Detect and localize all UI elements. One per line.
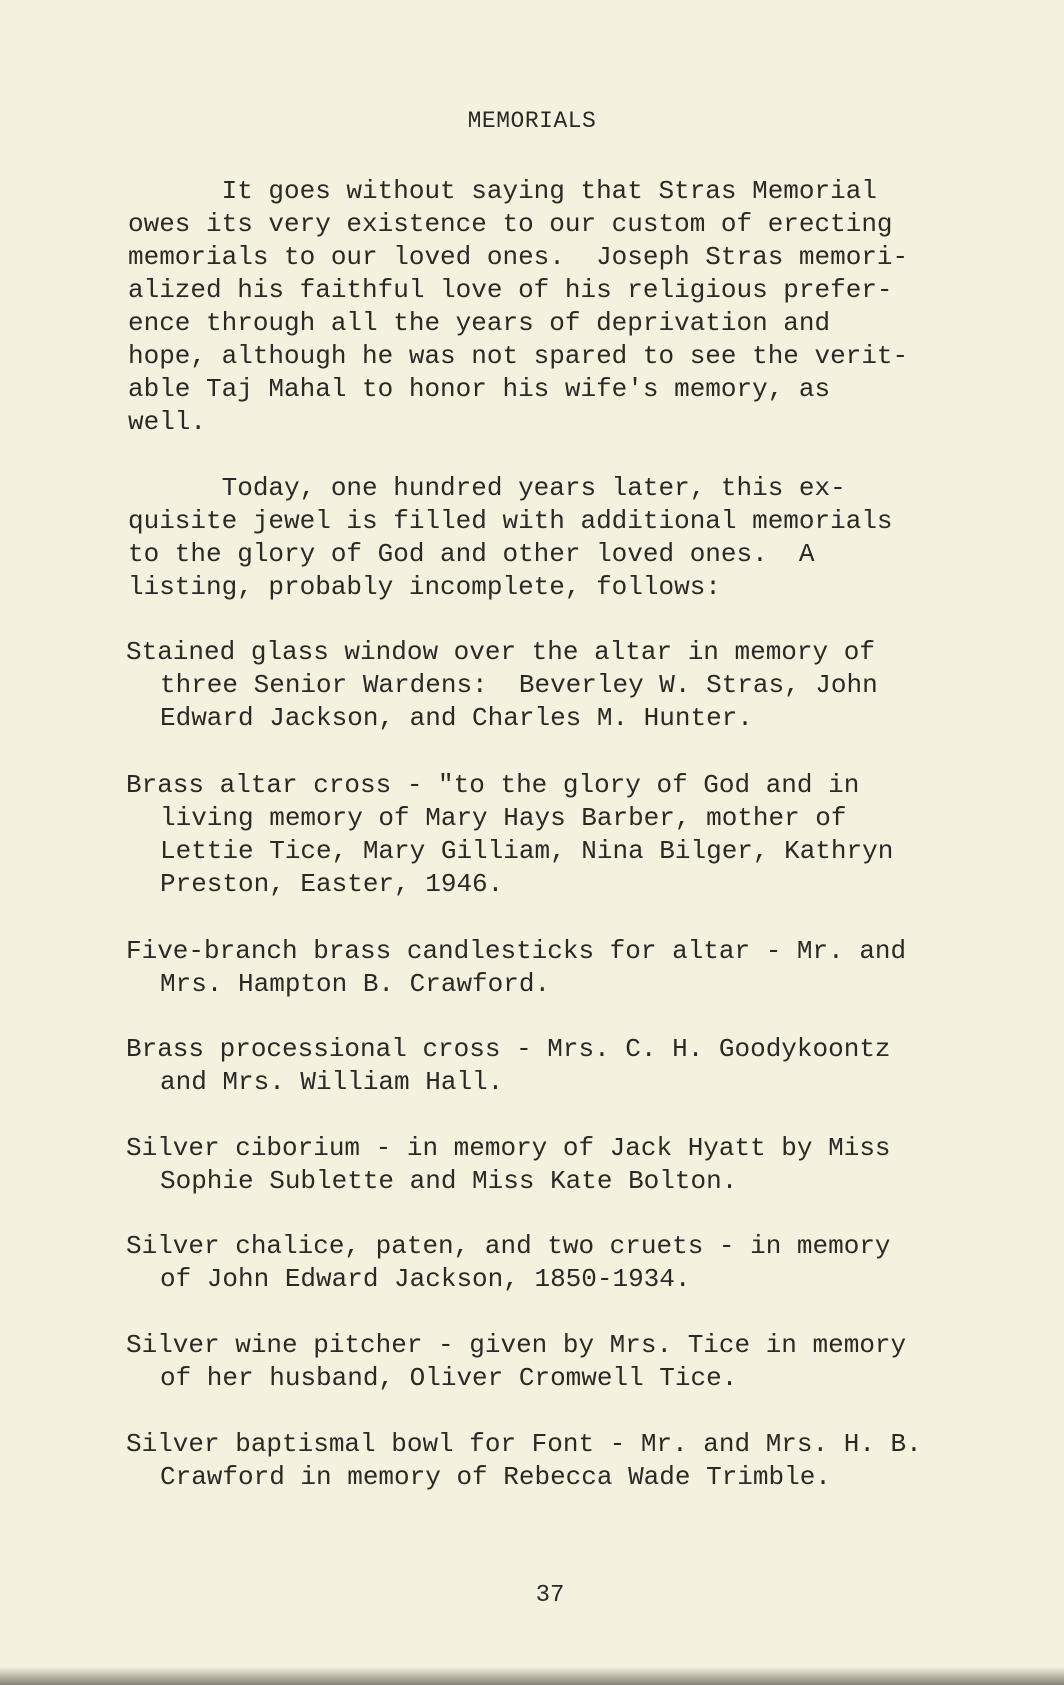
memorial-line: living memory of Mary Hays Barber, mother of: [160, 803, 847, 833]
memorial-item: [126, 1033, 891, 1099]
listing-intro-paragraph: [128, 472, 958, 604]
memorial-line: three Senior Wardens: Beverley W. Stras, John: [160, 670, 878, 700]
memorial-line: and Mrs. William Hall.: [160, 1067, 504, 1097]
memorial-item: [126, 1132, 891, 1198]
paragraph-line: listing, probably incomplete, follows:: [128, 572, 721, 602]
memorial-item: [126, 1428, 922, 1494]
page-number: 37: [535, 1582, 565, 1609]
memorial-item: [126, 769, 893, 901]
memorial-line: Preston, Easter, 1946.: [160, 869, 504, 899]
paragraph-line: memorials to our loved ones. Joseph Stras memori-: [128, 242, 909, 272]
memorial-line: of John Edward Jackson, 1850-1934.: [160, 1264, 691, 1294]
paragraph-line: able Taj Mahal to honor his wife's memory, as: [128, 374, 831, 404]
memorial-line: Brass altar cross - "to the glory of God and in: [126, 770, 860, 800]
scan-edge-shadow: [0, 1667, 1064, 1685]
intro-paragraph: [128, 175, 958, 439]
paragraph-line: well.: [128, 407, 207, 437]
memorial-line: Five-branch brass candlesticks for altar - Mr. and: [126, 936, 907, 966]
memorial-item: [126, 1329, 906, 1395]
memorial-line: Silver ciborium - in memory of Jack Hyatt by Miss: [126, 1133, 891, 1163]
memorial-line: Lettie Tice, Mary Gilliam, Nina Bilger, Kathryn: [160, 836, 894, 866]
memorial-line: of her husband, Oliver Cromwell Tice.: [160, 1363, 738, 1393]
paragraph-line: It goes without saying that Stras Memorial: [128, 176, 877, 206]
memorial-line: Silver chalice, paten, and two cruets - in memory: [126, 1231, 891, 1261]
memorial-line: Crawford in memory of Rebecca Wade Trimble.: [160, 1462, 831, 1492]
memorial-line: Silver wine pitcher - given by Mrs. Tice in memory: [126, 1330, 907, 1360]
paragraph-line: Today, one hundred years later, this ex-: [128, 473, 846, 503]
paragraph-line: quisite jewel is filled with additional memorials: [128, 506, 893, 536]
memorial-line: Silver baptismal bowl for Font - Mr. and Mrs. H. B.: [126, 1429, 922, 1459]
paragraph-line: owes its very existence to our custom of erecting: [128, 209, 893, 239]
paragraph-line: to the glory of God and other loved ones. A: [128, 539, 815, 569]
memorial-line: Stained glass window over the altar in memory of: [126, 637, 875, 667]
paragraph-line: alized his faithful love of his religious prefer-: [128, 275, 893, 305]
paragraph-line: hope, although he was not spared to see the verit-: [128, 341, 909, 371]
memorial-line: Mrs. Hampton B. Crawford.: [160, 969, 551, 999]
page-title: MEMORIALS: [467, 108, 597, 134]
paragraph-line: ence through all the years of deprivation and: [128, 308, 831, 338]
memorial-line: Brass processional cross - Mrs. C. H. Goodykoontz: [126, 1034, 891, 1064]
memorial-item: [126, 935, 906, 1001]
memorial-item: [126, 1230, 891, 1296]
memorial-line: Sophie Sublette and Miss Kate Bolton.: [160, 1166, 738, 1196]
memorial-item: [126, 636, 878, 735]
memorial-line: Edward Jackson, and Charles M. Hunter.: [160, 703, 753, 733]
